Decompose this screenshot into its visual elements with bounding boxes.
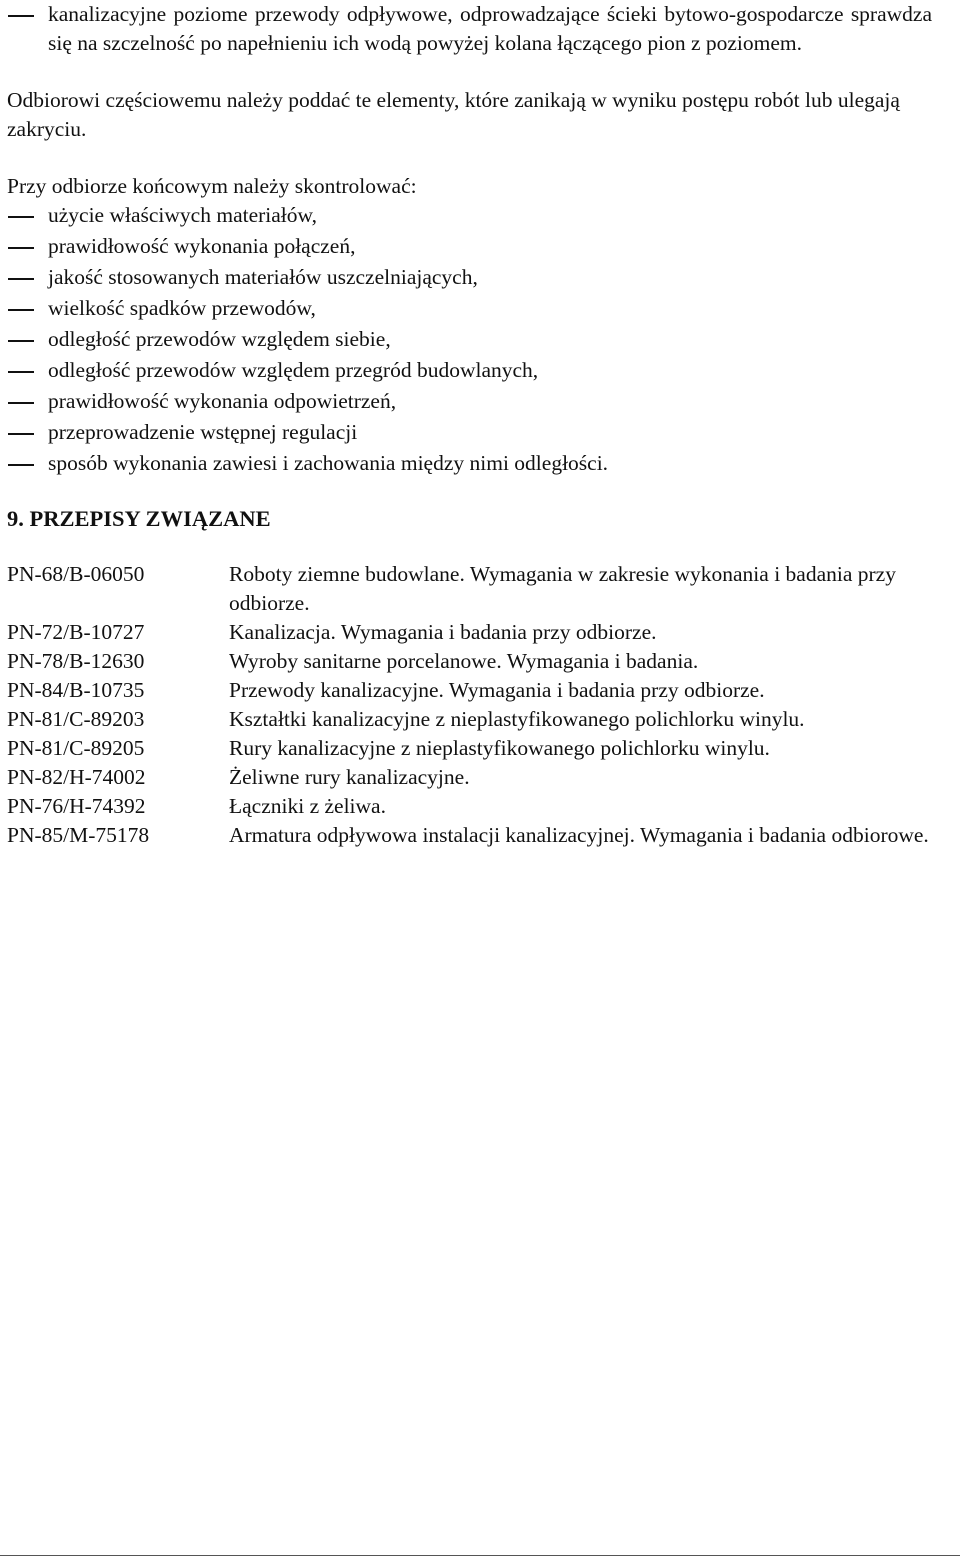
standards-table	[7, 560, 932, 850]
standard-title: Kształtki kanalizacyjne z nieplastyfikowanego polichlorku winylu.	[229, 707, 805, 731]
check-item: odległość przewodów względem przegród budowlanych,	[7, 356, 932, 387]
check-item: prawidłowość wykonania odpowietrzeń,	[7, 387, 932, 418]
standard-title: Łączniki z żeliwa.	[229, 794, 386, 818]
standard-code: PN-68/B-06050	[7, 562, 145, 586]
standard-row	[7, 821, 932, 850]
standard-code: PN-72/B-10727	[7, 620, 145, 644]
footer-divider	[0, 1555, 960, 1556]
intro-list-item	[7, 0, 932, 58]
check-item: użycie właściwych materiałów,	[7, 201, 932, 232]
standard-row	[7, 734, 932, 763]
check-item: wielkość spadków przewodów,	[7, 294, 932, 325]
check-item: przeprowadzenie wstępnej regulacji	[7, 418, 932, 449]
section-title: PRZEPISY ZWIĄZANE	[29, 506, 271, 531]
standard-title: Rury kanalizacyjne z nieplastyfikowanego polichlorku winylu.	[229, 736, 770, 760]
intro-item-text: kanalizacyjne poziome przewody odpływowe, odprowadzające ścieki bytowo-gospodarcze sprawdza się na szczelność po napełnieniu ich wodą powyżej kolana łączącego pion z poziomem.	[48, 2, 932, 55]
standard-title: Kanalizacja. Wymagania i badania przy odbiorze.	[229, 620, 657, 644]
standard-title: Roboty ziemne budowlane. Wymagania w zakresie wykonania i badania przy odbiorze.	[229, 562, 896, 615]
standard-row	[7, 618, 932, 647]
final-acceptance-intro: Przy odbiorze końcowym należy skontrolować:	[7, 174, 417, 198]
standard-row	[7, 705, 932, 734]
standard-row	[7, 792, 932, 821]
standard-code: PN-84/B-10735	[7, 678, 145, 702]
standard-code: PN-81/C-89205	[7, 736, 145, 760]
standard-code: PN-82/H-74002	[7, 765, 146, 789]
section-heading	[7, 504, 932, 534]
standard-title: Żeliwne rury kanalizacyjne.	[229, 765, 470, 789]
standard-code: PN-76/H-74392	[7, 794, 146, 818]
document-page	[7, 0, 932, 850]
standard-code: PN-78/B-12630	[7, 649, 145, 673]
standard-title: Armatura odpływowa instalacji kanalizacyjnej. Wymagania i badania odbiorowe.	[229, 823, 929, 847]
check-item: sposób wykonania zawiesi i zachowania między nimi odległości.	[7, 449, 932, 480]
standard-row	[7, 560, 932, 618]
final-acceptance-checklist	[7, 201, 932, 480]
check-item: odległość przewodów względem siebie,	[7, 325, 932, 356]
section-number: 9.	[7, 506, 24, 531]
standard-row	[7, 676, 932, 705]
standard-code: PN-81/C-89203	[7, 707, 145, 731]
check-item: prawidłowość wykonania połączeń,	[7, 232, 932, 263]
standard-row	[7, 647, 932, 676]
partial-acceptance-paragraph: Odbiorowi częściowemu należy poddać te elementy, które zanikają w wyniku postępu robót lub ulegają zakryciu.	[7, 88, 900, 141]
standard-row	[7, 763, 932, 792]
standard-title: Przewody kanalizacyjne. Wymagania i badania przy odbiorze.	[229, 678, 765, 702]
standard-code: PN-85/M-75178	[7, 823, 150, 847]
check-item: jakość stosowanych materiałów uszczelniających,	[7, 263, 932, 294]
standard-title: Wyroby sanitarne porcelanowe. Wymagania i badania.	[229, 649, 699, 673]
